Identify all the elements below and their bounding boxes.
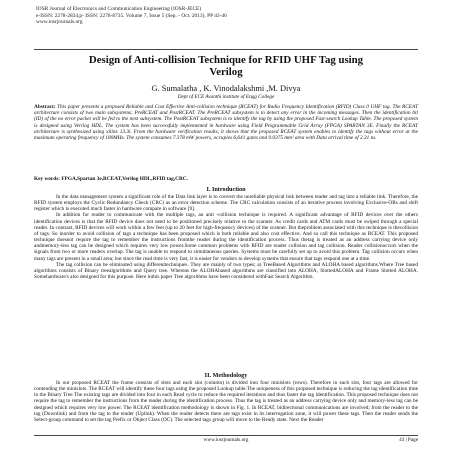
abstract [34, 104, 418, 141]
intro-paragraph-3: The tag collision can be eliminated using differenttechniques. They are mainly of two types; a) TreeBased Algorithms and ALOHA based algorithms.Where Tree based algorithms consists of Binary treealgorithms and Query tree. Whereas the ALOHAbased algorithms are classified into ALOHA, SlottedALOHA and Frame Slotted ALOHA. Somehardware's also designed for this purpose. Here inthis paper Tree algorithms have been considered withFast Search Algorithm. [34, 261, 418, 281]
paper-title [34, 54, 418, 78]
header-rule [34, 49, 418, 50]
abstract-text: This paper presents a proposed Reliable and Cost Effective Anti-collision technique (RCEAT) for Radio Frequency Identification (RFID) Class 0 UHF tag. The RCEAT architecture consists of two main subsystems; PreRCEAT and PostRCEAT. The PreRCEAT subsystem is to detect any error in the incoming messages. Then the identification bit (ID) of the no error packet will be fed to the next subsystem. The PostRCEAT subsystem is to identify the tag by using the proposed Fast-search Lookup Table. The proposed system is designed using Verilog HDL. The system has been successfully implemented in hardware using Field Programmable Grid Array (FPGA) SPARTAN 3E. Finally the RCEAT architecture is synthesized using xilinx 13.3i. From the hardware verification results, it shows that the proposed RCEAT system enables to identify the tags without error at the maximum operating frequency of 180MHz. The system consumes 7.378 mW powers, occupies 6,641 gates and 0.0375 mm² area with Data arrival time of 2.31 ns. [34, 104, 419, 142]
journal-issn: e-ISSN: 2278-2834,p- ISSN: 2278-8735. Volume 7, Issue 5 (Sep. - Oct. 2013), PP 43-46 [36, 12, 227, 19]
intro-paragraph-2: In addition for reader to communicate with the multiple tags, an anti -collision technique is required. A significant advantage of RFID devices over the others identification devices is that the RFID device does not need to be positioned precisely relative to the scanner. As credit cards and ATM cards must be swiped through a special reader. In contrast, RFID devices will work within a few feet (up to 20 feet for high-frequency devices) of the scanner. But theproblem associated with this technique is thecollision of tags. So inorder to avoid collision of tags a technique has been proposed which is both reliable and also cost effective. And so call this technique as RCEAT. This proposed technique doesnot require the tag to remember the instructions fromthe reader during the identification process. Thus thetag is treated as an address carrying device only andmemory-less tag can be designed which requires very low power.Some common problems with RFID are reader collision and tag collision. Reader collisionoccurs when the signals from two or more readers overlap. The tag is unable to respond to simultaneous queries. Systems must be carefully set up to avoid this problem. Tag collision occurs when many tags are present in a small area; but since the read time is very fast, it is easier for vendors to develop systems that ensure that tags respond one at a time. [34, 212, 418, 262]
journal-header [36, 6, 227, 26]
footer-url[interactable]: www.iosrjournals.org [203, 437, 249, 443]
abstract-label: Abstract: [34, 104, 56, 110]
methodology-body [34, 380, 418, 423]
journal-url[interactable]: www.iosrjournals.org [36, 19, 83, 26]
title-line-1: Design of Anti-collision Technique for RFID UHF Tag using [88, 54, 364, 66]
keywords-label: Key words: [34, 176, 61, 182]
intro-paragraph-1: In the data management system a significant role of the Data link layer is to convert the unreliable physical link between reader and tag into a reliable link. Therefore, the RFID system employs the Cyclic Redundancy Check (CRC) as an error detection scheme. The CRC calculation consists of an iterative process involving Exclusive-ORs and shift register which is executed much faster in hardware compare in software [9]. [34, 194, 418, 213]
title-line-2: Verilog [209, 66, 243, 79]
section-heading-introduction: I. Introduction [206, 186, 246, 193]
footer-rule [34, 435, 418, 436]
method-paragraph-1: In our proposed RCEAT the frame consists of slots and each slot (column) is divided into four minislots (rows). Therefore in each slot, four tags are allowed for contending the minislots. The RCEAT will identify these four tags using the proposed Lookup table.The uniqueness of this proposed technique is reducing the tag identification time in the Binary Tree The existing tags are divided into four in each Read cycle to reduce the required iterations and thus faster the tag identification. This proposed technique does not require the tag to remember the instructions from the reader during the identification process. Thus the tag is treated as an address carrying device only and memory-less tag can be designed which requires very low power. The RCEAT identification methodology is shown in Fig. 1. In RCEAT, bidirectional communications are involved; from the reader to the tag (Downlink) and from the tag to the reader (Uplink). When the reader detects there are tags exist in its interrogation zone, it will power these tags. Then the reader sends the Select-group command to set the tag Prefix or Object Class (OC). The selected tags group will move to the Ready state. Next the Reader [34, 380, 418, 423]
paper-authors: G. Sumalatha , K. Vinodalakshmi ,M. Divya [151, 84, 301, 93]
paper-affiliation: Dept of ECE Avanthi institute of Engg College [177, 94, 275, 100]
introduction-body [34, 194, 418, 280]
keywords-text: FPGA,Spartan 3e,RCEAT,Verilog HDL,RFID tag,CRC. [61, 176, 188, 182]
page-number: 43 | Page [399, 437, 418, 443]
keywords [34, 176, 418, 182]
section-heading-methodology: II. Methodology [204, 372, 248, 379]
page-footer [34, 437, 418, 443]
journal-name: IOSR Journal of Electronics and Communication Engineering (IOSR-JECE) [36, 6, 202, 12]
